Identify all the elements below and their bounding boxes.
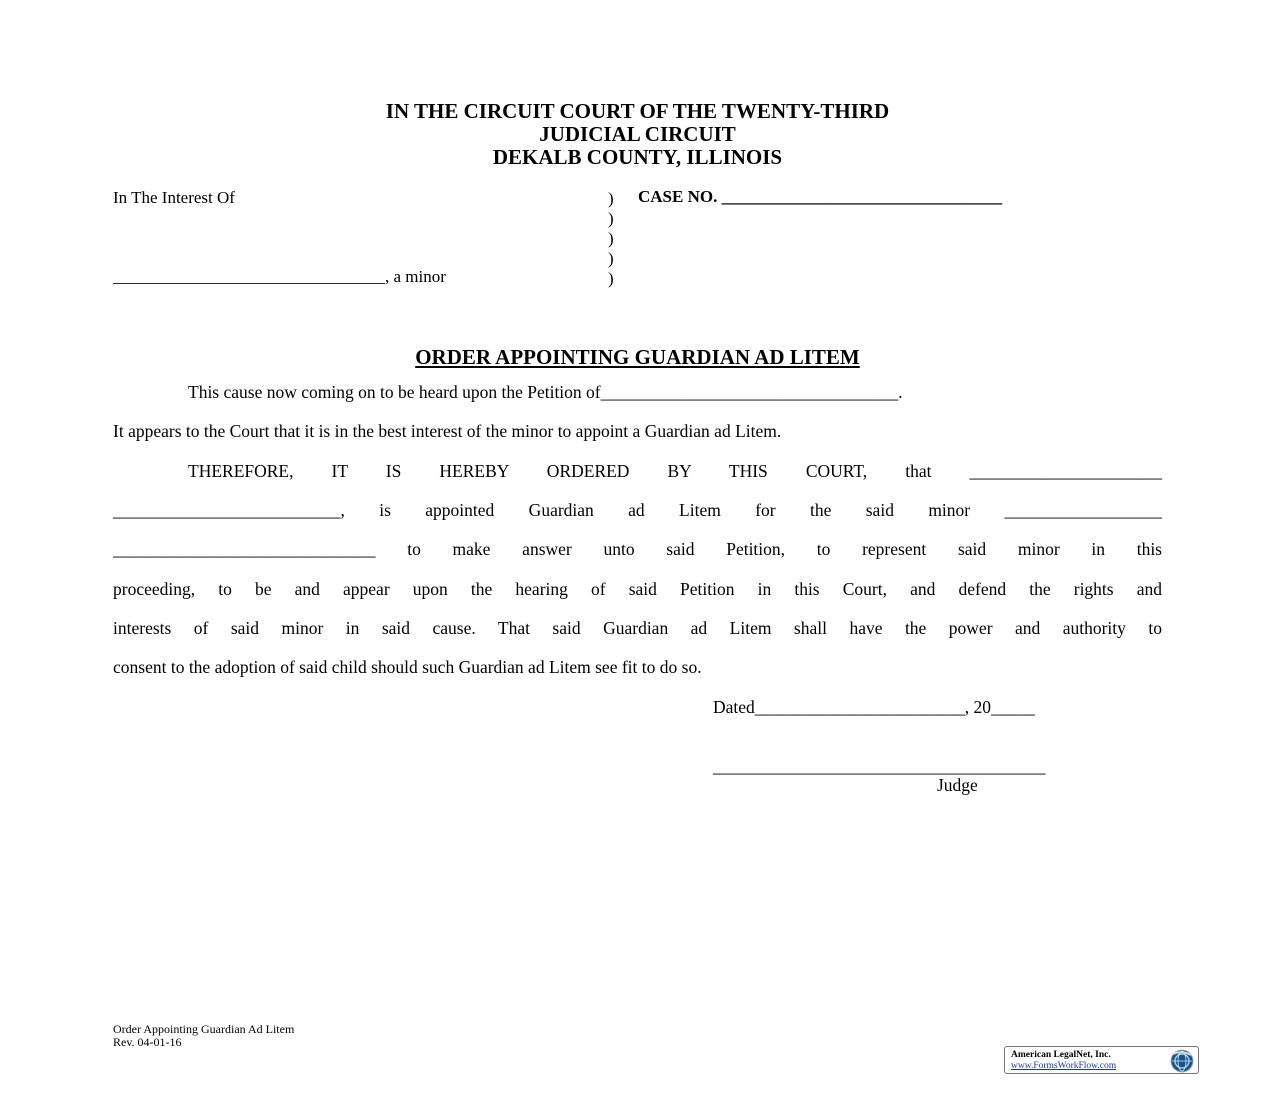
caption-bracket xyxy=(608,189,614,289)
body-line-7: interests of said minor in said cause. That said Guardian ad Litem shall have the power and authority to xyxy=(113,618,1162,638)
caption-paren: ) xyxy=(608,269,614,288)
caption-paren: ) xyxy=(608,209,614,228)
court-heading-line-1: IN THE CIRCUIT COURT OF THE TWENTY-THIRD xyxy=(385,99,890,123)
judge-signature-line: ______________________________________ xyxy=(713,756,1046,776)
body-line-5: ______________________________ to make answer unto said Petition, to represent said minor in this xyxy=(113,539,1162,559)
body-line-4: __________________________, is appointed Guardian ad Litem for the said minor __________________ xyxy=(113,500,1162,520)
body-line-1: This cause now coming on to be heard upon the Petition of__________________________________. xyxy=(188,382,903,402)
court-heading-line-3: DEKALB COUNTY, ILLINOIS xyxy=(492,145,783,169)
court-heading xyxy=(0,100,1275,169)
minor-name-line: ________________________________, a minor xyxy=(113,267,446,286)
body-line-8: consent to the adoption of said child should such Guardian ad Litem see fit to do so. xyxy=(113,657,702,677)
in-the-interest-of: In The Interest Of xyxy=(113,188,235,207)
footer-form-name: Order Appointing Guardian Ad Litem xyxy=(113,1022,295,1036)
body-line-2: It appears to the Court that it is in the best interest of the minor to appoint a Guardian ad Litem. xyxy=(113,421,782,441)
judge-label: Judge xyxy=(937,775,978,795)
body-line-3: THEREFORE, IT IS HEREBY ORDERED BY THIS COURT, that ______________________ xyxy=(188,461,1162,481)
vendor-badge[interactable] xyxy=(1004,1046,1199,1074)
case-number-field: CASE NO. _________________________________ xyxy=(638,187,1003,206)
body-line-6: proceeding, to be and appear upon the hearing of said Petition in this Court, and defend the rights and xyxy=(113,579,1162,599)
caption-paren: ) xyxy=(608,229,614,248)
globe-logo-icon xyxy=(1169,1048,1195,1074)
vendor-link[interactable]: www.FormsWorkFlow.com xyxy=(1011,1061,1117,1071)
dated-line: Dated________________________, 20_____ xyxy=(713,697,1035,717)
document-title: ORDER APPOINTING GUARDIAN AD LITEM xyxy=(415,345,860,369)
vendor-name: American LegalNet, Inc. xyxy=(1011,1050,1111,1060)
caption-paren: ) xyxy=(608,189,614,208)
footer-revision: Rev. 04-01-16 xyxy=(113,1035,182,1049)
court-heading-line-2: JUDICIAL CIRCUIT xyxy=(539,122,736,146)
caption-paren: ) xyxy=(608,249,614,268)
